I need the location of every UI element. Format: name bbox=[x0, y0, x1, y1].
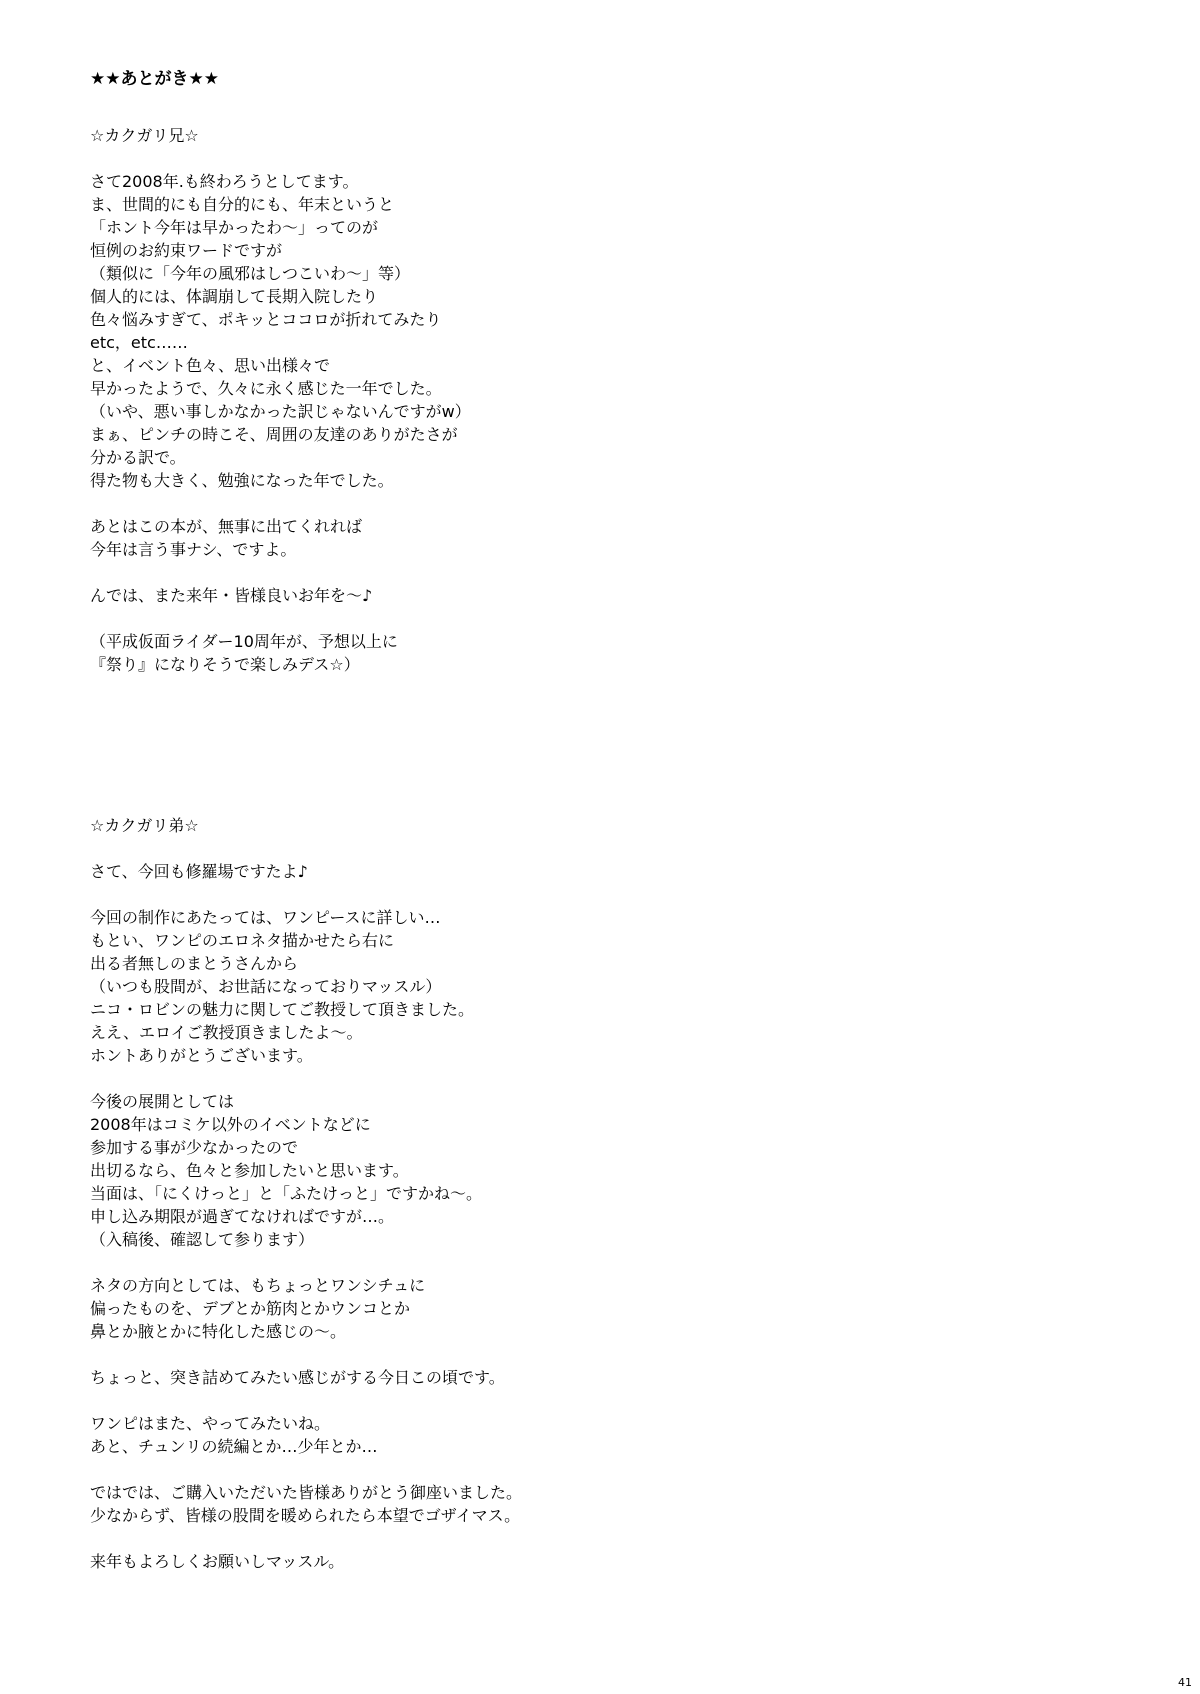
text-line: と、イベント色々、思い出様々で bbox=[90, 356, 331, 375]
text-line: 参加する事が少なかったので bbox=[90, 1138, 299, 1157]
text-line: 申し込み期限が過ぎてなければですが…。 bbox=[90, 1207, 395, 1226]
paragraph bbox=[90, 1481, 1150, 1527]
section-older-brother bbox=[90, 124, 1150, 676]
text-line: （いつも股間が、お世話になっておりマッスル） bbox=[90, 977, 442, 996]
paragraph bbox=[90, 1274, 1150, 1343]
text-line: 出る者無しのまとうさんから bbox=[90, 954, 299, 973]
text-line: 2008年はコミケ以外のイベントなどに bbox=[90, 1115, 371, 1134]
section-heading-older-brother: ☆カクガリ兄☆ bbox=[90, 126, 199, 145]
text-line: 得た物も大きく、勉強になった年でした。 bbox=[90, 471, 394, 490]
text-line: （いや、悪い事しかなかった訳じゃないんですがw） bbox=[90, 402, 471, 421]
text-line: ワンピはまた、やってみたいね。 bbox=[90, 1414, 331, 1433]
text-line: （類似に「今年の風邪はしつこいわ～」等） bbox=[90, 264, 411, 283]
text-line: etc，etc…… bbox=[90, 333, 188, 352]
text-line: ええ、エロイご教授頂きましたよ～。 bbox=[90, 1023, 363, 1042]
section-spacer bbox=[90, 699, 1150, 814]
text-line: さて、今回も修羅場ですたよ♪ bbox=[90, 862, 308, 881]
text-line: 出切るなら、色々と参加したいと思います。 bbox=[90, 1161, 409, 1180]
text-line: 色々悩みすぎて、ポキッとココロが折れてみたり bbox=[90, 310, 442, 329]
paragraph bbox=[90, 1550, 1150, 1573]
text-line: ではでは、ご購入いただいた皆様ありがとう御座いました。 bbox=[90, 1483, 523, 1502]
text-line: あとはこの本が、無事に出てくれれば bbox=[90, 517, 363, 536]
text-line: 早かったようで、久々に永く感じた一年でした。 bbox=[90, 379, 442, 398]
section-younger-brother bbox=[90, 814, 1150, 1573]
text-line: さて2008年.も終わろうとしてます。 bbox=[90, 172, 359, 191]
text-line: ちょっと、突き詰めてみたい感じがする今日この頃です。 bbox=[90, 1368, 505, 1387]
text-line: （入稿後、確認して参ります） bbox=[90, 1230, 315, 1249]
text-line: んでは、また来年・皆様良いお年を～♪ bbox=[90, 586, 373, 605]
text-line: （平成仮面ライダー10周年が、予想以上に bbox=[90, 632, 398, 651]
text-line: もとい、ワンピのエロネタ描かせたら右に bbox=[90, 931, 395, 950]
page-number: 41 bbox=[1178, 1676, 1192, 1689]
text-line: ま、世間的にも自分的にも、年末というと bbox=[90, 195, 395, 214]
text-line: 鼻とか腋とかに特化した感じの～。 bbox=[90, 1322, 347, 1341]
text-line: 今年は言う事ナシ、ですよ。 bbox=[90, 540, 297, 559]
afterword-page bbox=[90, 68, 1150, 1596]
paragraph bbox=[90, 584, 1150, 607]
text-line: ネタの方向としては、もちょっとワンシチュに bbox=[90, 1276, 426, 1295]
section-heading-younger-brother: ☆カクガリ弟☆ bbox=[90, 816, 199, 835]
paragraph bbox=[90, 630, 1150, 676]
text-line: 少なからず、皆様の股間を暖められたら本望でゴザイマス。 bbox=[90, 1506, 521, 1525]
text-line: 偏ったものを、デブとか筋肉とかウンコとか bbox=[90, 1299, 411, 1318]
text-line: ホントありがとうございます。 bbox=[90, 1046, 313, 1065]
text-line: 当面は、「にくけっと」と「ふたけっと」ですかね～。 bbox=[90, 1184, 483, 1203]
text-line: 個人的には、体調崩して長期入院したり bbox=[90, 287, 379, 306]
text-line: まぁ、ピンチの時こそ、周囲の友達のありがたさが bbox=[90, 425, 458, 444]
text-line: 今後の展開としては bbox=[90, 1092, 235, 1111]
text-line: 今回の制作にあたっては、ワンピースに詳しい… bbox=[90, 908, 441, 927]
text-line: 『祭り』になりそうで楽しみデス☆） bbox=[90, 655, 360, 674]
text-line: 来年もよろしくお願いしマッスル。 bbox=[90, 1552, 345, 1571]
paragraph bbox=[90, 906, 1150, 1067]
paragraph bbox=[90, 515, 1150, 561]
paragraph bbox=[90, 170, 1150, 492]
text-line: 恒例のお約束ワードですが bbox=[90, 241, 283, 260]
text-line: あと、チュンリの続編とか…少年とか… bbox=[90, 1437, 378, 1456]
text-line: ニコ・ロビンの魅力に関してご教授して頂きました。 bbox=[90, 1000, 475, 1019]
afterword-title: ★★あとがき★★ bbox=[90, 69, 219, 89]
paragraph bbox=[90, 1412, 1150, 1458]
paragraph bbox=[90, 1090, 1150, 1251]
text-line: 「ホント今年は早かったわ～」ってのが bbox=[90, 218, 379, 237]
paragraph bbox=[90, 860, 1150, 883]
text-line: 分かる訳で。 bbox=[90, 448, 186, 467]
paragraph bbox=[90, 1366, 1150, 1389]
